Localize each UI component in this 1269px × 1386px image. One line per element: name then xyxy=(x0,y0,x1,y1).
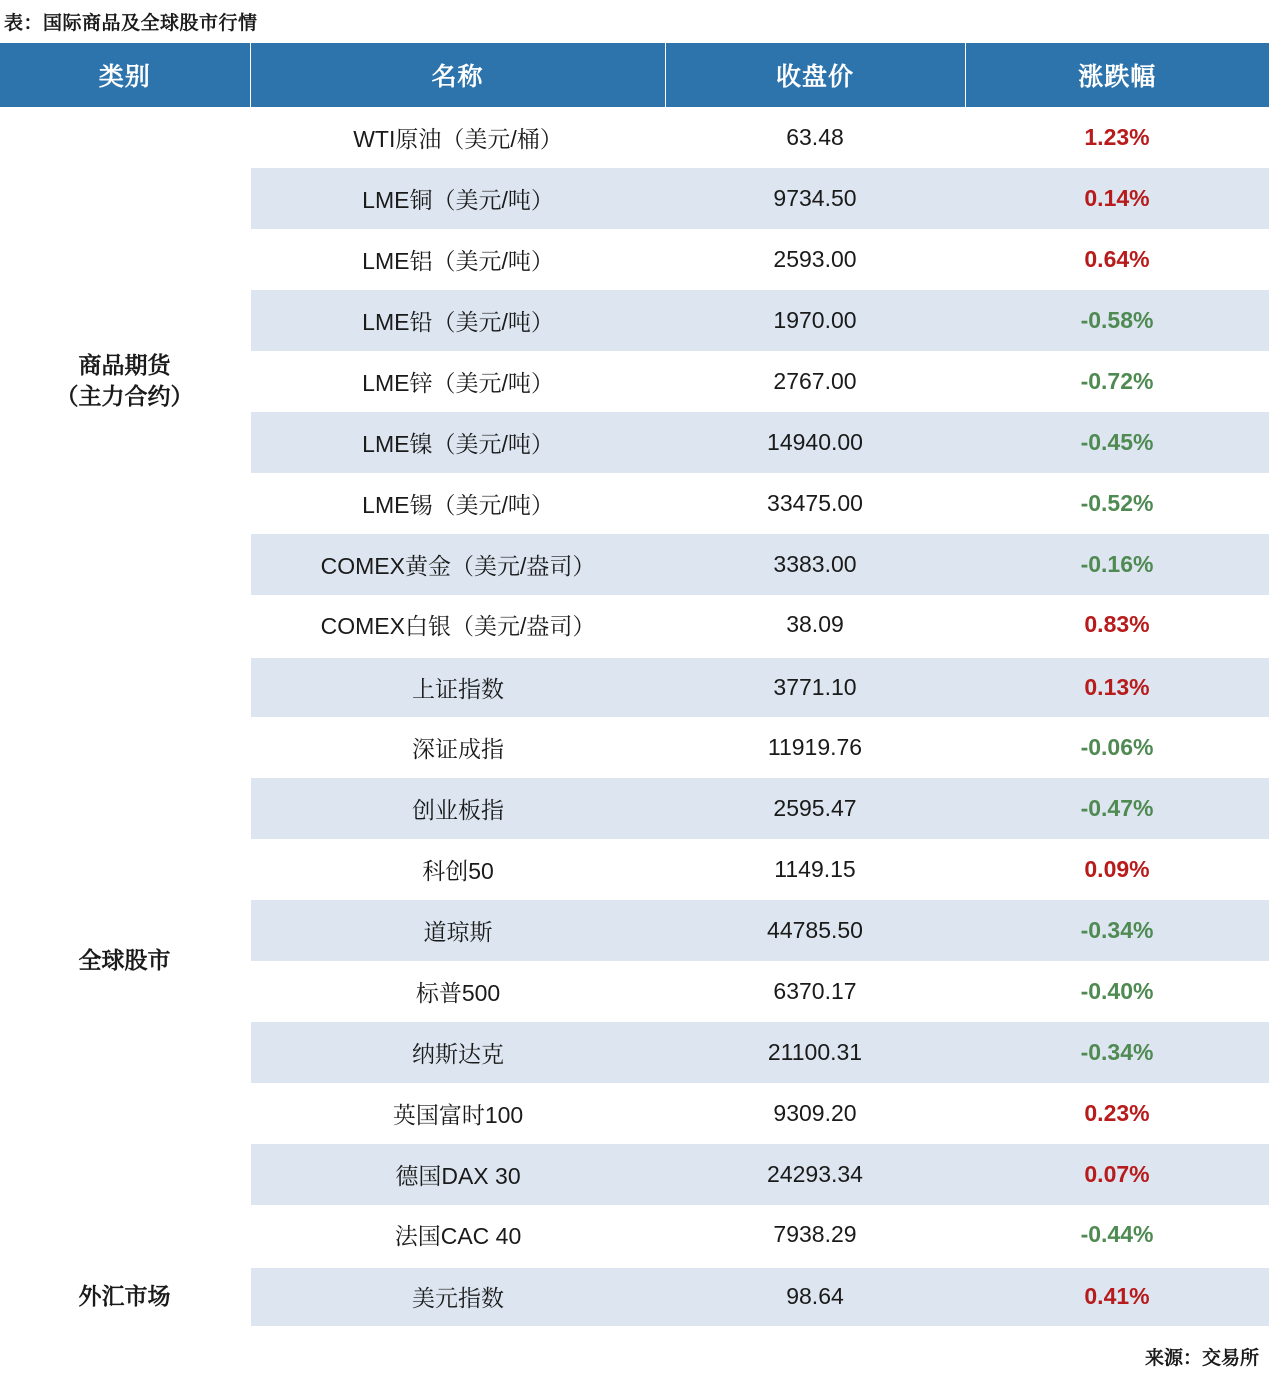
change-percent-cell: -0.72% xyxy=(965,351,1269,412)
close-price-cell: 1970.00 xyxy=(665,290,965,351)
close-price-cell: 2595.47 xyxy=(665,778,965,839)
instrument-name-cell: 英国富时100 xyxy=(250,1083,665,1144)
change-percent-cell: -0.06% xyxy=(965,717,1269,778)
instrument-name-cell: 美元指数 xyxy=(250,1266,665,1327)
close-price-cell: 33475.00 xyxy=(665,473,965,534)
close-price-cell: 21100.31 xyxy=(665,1022,965,1083)
close-price-cell: 98.64 xyxy=(665,1266,965,1327)
close-price-cell: 9309.20 xyxy=(665,1083,965,1144)
column-header-category: 类别 xyxy=(0,43,250,107)
close-price-cell: 2767.00 xyxy=(665,351,965,412)
instrument-name-cell: COMEX白银（美元/盎司） xyxy=(250,595,665,656)
close-price-cell: 6370.17 xyxy=(665,961,965,1022)
instrument-name-cell: COMEX黄金（美元/盎司） xyxy=(250,534,665,595)
change-percent-cell: -0.58% xyxy=(965,290,1269,351)
instrument-name-cell: LME铝（美元/吨） xyxy=(250,229,665,290)
category-sublabel: （主力合约） xyxy=(55,382,194,409)
change-percent-cell: -0.45% xyxy=(965,412,1269,473)
change-percent-cell: 0.23% xyxy=(965,1083,1269,1144)
close-price-cell: 63.48 xyxy=(665,107,965,168)
instrument-name-cell: LME锡（美元/吨） xyxy=(250,473,665,534)
table-row xyxy=(0,1266,1269,1327)
change-percent-cell: -0.34% xyxy=(965,900,1269,961)
instrument-name-cell: LME锌（美元/吨） xyxy=(250,351,665,412)
change-percent-cell: -0.34% xyxy=(965,1022,1269,1083)
table-body xyxy=(0,107,1269,1327)
change-percent-cell: 1.23% xyxy=(965,107,1269,168)
category-label: 外汇市场 xyxy=(78,1282,171,1309)
table-caption: 表：国际商品及全球股市行情 xyxy=(4,13,258,34)
change-percent-cell: 0.64% xyxy=(965,229,1269,290)
change-percent-cell: -0.44% xyxy=(965,1205,1269,1266)
category-cell xyxy=(0,107,250,656)
instrument-name-cell: 深证成指 xyxy=(250,717,665,778)
close-price-cell: 3383.00 xyxy=(665,534,965,595)
instrument-name-cell: 标普500 xyxy=(250,961,665,1022)
instrument-name-cell: LME铜（美元/吨） xyxy=(250,168,665,229)
instrument-name-cell: 科创50 xyxy=(250,839,665,900)
close-price-cell: 7938.29 xyxy=(665,1205,965,1266)
market-quotes-table xyxy=(0,43,1269,1329)
table-row xyxy=(0,107,1269,168)
table-header xyxy=(0,43,1269,107)
close-price-cell: 14940.00 xyxy=(665,412,965,473)
category-label: 商品期货 xyxy=(78,351,171,378)
close-price-cell: 1149.15 xyxy=(665,839,965,900)
source-note: 来源：交易所 xyxy=(1144,1347,1259,1369)
instrument-name-cell: 创业板指 xyxy=(250,778,665,839)
column-header-change: 涨跌幅 xyxy=(965,43,1269,107)
instrument-name-cell: 纳斯达克 xyxy=(250,1022,665,1083)
category-label: 全球股市 xyxy=(78,947,171,974)
change-percent-cell: -0.16% xyxy=(965,534,1269,595)
close-price-cell: 11919.76 xyxy=(665,717,965,778)
change-percent-cell: -0.40% xyxy=(965,961,1269,1022)
close-price-cell: 24293.34 xyxy=(665,1144,965,1205)
column-header-name: 名称 xyxy=(250,43,665,107)
column-header-close-price: 收盘价 xyxy=(665,43,965,107)
instrument-name-cell: 上证指数 xyxy=(250,656,665,717)
close-price-cell: 44785.50 xyxy=(665,900,965,961)
change-percent-cell: -0.52% xyxy=(965,473,1269,534)
change-percent-cell: 0.13% xyxy=(965,656,1269,717)
table-row xyxy=(0,656,1269,717)
instrument-name-cell: LME镍（美元/吨） xyxy=(250,412,665,473)
category-cell xyxy=(0,1266,250,1327)
change-percent-cell: 0.83% xyxy=(965,595,1269,656)
change-percent-cell: 0.09% xyxy=(965,839,1269,900)
close-price-cell: 9734.50 xyxy=(665,168,965,229)
instrument-name-cell: 道琼斯 xyxy=(250,900,665,961)
change-percent-cell: -0.47% xyxy=(965,778,1269,839)
header-row xyxy=(0,43,1269,107)
category-cell xyxy=(0,656,250,1266)
change-percent-cell: 0.41% xyxy=(965,1266,1269,1327)
instrument-name-cell: 法国CAC 40 xyxy=(250,1205,665,1266)
change-percent-cell: 0.07% xyxy=(965,1144,1269,1205)
instrument-name-cell: 德国DAX 30 xyxy=(250,1144,665,1205)
close-price-cell: 38.09 xyxy=(665,595,965,656)
change-percent-cell: 0.14% xyxy=(965,168,1269,229)
close-price-cell: 2593.00 xyxy=(665,229,965,290)
close-price-cell: 3771.10 xyxy=(665,656,965,717)
instrument-name-cell: WTI原油（美元/桶） xyxy=(250,107,665,168)
instrument-name-cell: LME铅（美元/吨） xyxy=(250,290,665,351)
